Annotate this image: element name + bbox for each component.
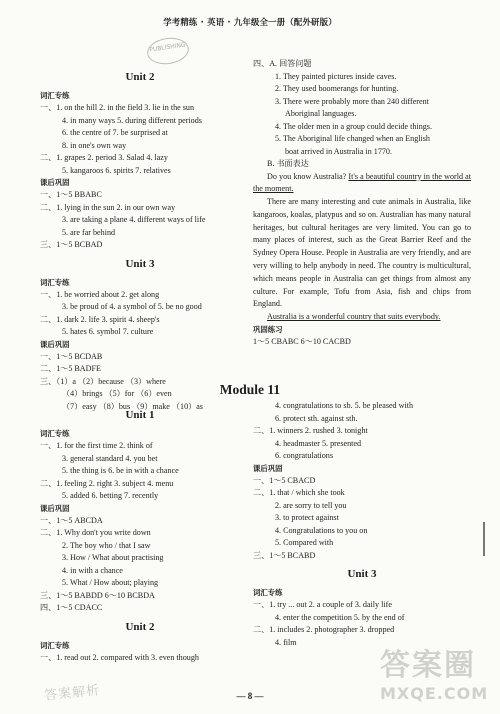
- answer-line: boat arrived in Australia in 1770.: [285, 146, 392, 156]
- answer-line: 二、1. lying in the sun 2. in our own way: [40, 202, 176, 212]
- unit-title: Unit 1: [125, 409, 155, 421]
- unit-title: Unit 2: [125, 71, 155, 83]
- answer-line: 3. are taking a plane 4. different ways of life: [62, 215, 206, 224]
- essay-paragraph: There are many interesting and cute animals in Australia, like kangaroos, koalas, platypus and so on. Australian has many natural heritages, but cultural heritages are very limited. You can go to many places of interest, such as the Great Barrier Reef and the Sydney Opera House. People in Australia are very friendly, and are very willing to help anybody in need. The country is multicultural, which means people in Australia can get things from almost any culture. For example, Tofu from Asia, fish and chips from England.: [253, 197, 471, 309]
- answer-line: Aboriginal languages.: [285, 109, 357, 118]
- answer-line: 三、1～5 BCABD: [253, 550, 316, 560]
- answer-line: 二、1. that / which she took: [253, 488, 345, 497]
- answer-line: 二、1. feeling 2. right 3. subject 4. menu: [40, 478, 174, 488]
- answer-line: 二、1. includes 2. photographer 3. dropped: [253, 625, 395, 634]
- right-bottom-column: [253, 400, 471, 649]
- answer-line: 6. the centre of 7. be surprised at: [62, 128, 168, 137]
- section-heading: 课后巩固: [40, 339, 70, 349]
- watermark-right-big: 答案圈: [380, 648, 476, 683]
- watermark-left: 答案解析: [43, 683, 101, 704]
- section-heading: 词汇专练: [40, 429, 70, 438]
- answer-line: 4. film: [275, 637, 297, 647]
- answer-line: 5. kangaroos 6. spirits 7. relatives: [62, 165, 171, 175]
- section-heading: 词汇专练: [40, 277, 70, 287]
- answer-line: 二、1. dark 2. life 3. spirit 4. sheep's: [40, 314, 160, 324]
- answer-line: 3. How / What about practising: [62, 553, 164, 562]
- answer-line: 1. They painted pictures inside caves.: [275, 71, 397, 81]
- answer-line: 一、1. for the first time 2. think of: [40, 441, 153, 450]
- answer-line: （4）brings （5）for （6）even: [62, 389, 172, 398]
- answer-line: 一、1. read out 2. compared with 3. even though: [40, 652, 199, 662]
- answer-line: 二、1. grapes 2. period 3. Salad 4. lazy: [40, 153, 168, 162]
- left-bottom-column: [40, 406, 240, 664]
- answer-line: 5. hates 6. symbol 7. culture: [62, 327, 154, 336]
- answer-line: 四、1～5 CDACC: [40, 603, 103, 612]
- answer-line: 三、1～5 BCBAD: [40, 240, 103, 249]
- section-heading: 巩固练习: [253, 325, 283, 335]
- answer-line: 5. The Aboriginal life changed when an English: [275, 134, 430, 143]
- section-heading: 四、A. 回答问题: [253, 59, 312, 68]
- unit-title: Unit 3: [347, 568, 377, 580]
- section-heading: 词汇专练: [40, 91, 70, 100]
- section-heading: 课后巩固: [253, 463, 283, 473]
- right-top-column: [253, 58, 471, 349]
- stamp-text: PUBLISHING: [148, 41, 187, 54]
- answer-line: 一、1. on the hill 2. in the field 3. lie in the sun: [40, 103, 194, 112]
- answer-line: 3. to protect against: [275, 513, 339, 522]
- answer-line: 4. in many ways 5. during different periods: [62, 115, 202, 125]
- unit-title: Unit 3: [125, 257, 155, 270]
- left-top-column: [40, 68, 240, 413]
- section-heading: B. 书面表达: [267, 159, 309, 168]
- answer-line: 4. in with a chance: [62, 565, 123, 575]
- answer-line: 4. Congratulations to you on: [275, 525, 368, 535]
- answer-line: 三、1～5 BABDD 6～10 BCBDA: [40, 590, 155, 600]
- answer-line: 4. enter the competition 5. by the end of: [275, 612, 405, 622]
- section-heading: 词汇专练: [40, 640, 70, 650]
- module-title: Module 11: [219, 382, 281, 397]
- essay-underlined-text: It's a beautiful country in the world at the moment.: [253, 171, 471, 194]
- unit-title: Unit 2: [125, 620, 155, 633]
- answer-line: 2. They used boomerangs for hunting.: [275, 84, 399, 93]
- answer-line: 1～5 CBABC 6～10 CACBD: [253, 337, 351, 347]
- answer-line: 三、（1）a （2）because （3）where: [40, 376, 166, 386]
- answer-line: （7）easy （8）bus （9）make （10）as: [62, 401, 203, 411]
- essay-paragraph: [253, 171, 471, 197]
- answer-line: 5. What / How about; playing: [62, 578, 159, 587]
- answer-line: 6. protect sth. against sth.: [275, 413, 358, 423]
- watermark-right: [380, 640, 490, 710]
- answer-line: 5. the thing is 6. be in with a chance: [62, 466, 179, 475]
- answer-line: 3. general standard 4. you bet: [62, 453, 158, 463]
- header-title: 学考精练 · 英语 · 九年级全一册（配外研版）: [163, 17, 337, 27]
- essay-paragraph: [253, 311, 471, 324]
- section-heading: 词汇专练: [253, 588, 283, 597]
- answer-line: 2. are sorry to tell you: [275, 500, 347, 510]
- answer-line: 4. headmaster 5. presented: [275, 438, 362, 448]
- answer-line: 3. be proud of 4. a symbol of 5. be no good: [62, 302, 202, 311]
- answer-line: 一、1～5 CBACD: [253, 475, 316, 485]
- answer-line: 4. The older men in a group could decide things.: [275, 121, 432, 131]
- answer-line: 8. in one's own way: [62, 140, 127, 150]
- answer-line: 一、1. try ... out 2. a couple of 3. daily life: [253, 600, 392, 609]
- answer-line: 二、1. Why don't you write down: [40, 528, 151, 537]
- watermark-right-small: MXQE.COM: [380, 684, 489, 703]
- answer-line: 3. There were probably more than 240 different: [275, 96, 429, 106]
- section-heading: 课后巩固: [40, 178, 70, 187]
- answer-line: 4. congratulations to sb. 5. be pleased with: [275, 401, 414, 410]
- answer-line: 6. congratulations: [275, 451, 333, 460]
- answer-line: 5. added 6. betting 7. recently: [62, 491, 159, 500]
- section-heading: 课后巩固: [40, 503, 70, 513]
- answer-line: 5. Compared with: [275, 538, 334, 547]
- essay-underlined-text: Australia is a wonderful country that suits everybody.: [267, 312, 441, 322]
- page-header: [0, 0, 500, 40]
- answer-line: 二、1～5 BADFE: [40, 364, 101, 373]
- answer-line: 一、1. be worried about 2. get along: [40, 289, 160, 299]
- answer-line: 一、1～5 BBABC: [40, 190, 102, 199]
- answer-line: 2. The boy who / that I saw: [62, 540, 151, 550]
- essay-text: Do you know Australia?: [267, 171, 349, 181]
- answer-line: 一、1～5 BCDAB: [40, 351, 103, 361]
- page-number: — 8 —: [236, 691, 264, 701]
- page-edge-mark: [483, 522, 485, 556]
- answer-line: 一、1～5 ABCDA: [40, 515, 103, 525]
- answer-line: 二、1. winners 2. rushed 3. tonight: [253, 426, 368, 435]
- answer-line: 5. are far behind: [62, 227, 116, 237]
